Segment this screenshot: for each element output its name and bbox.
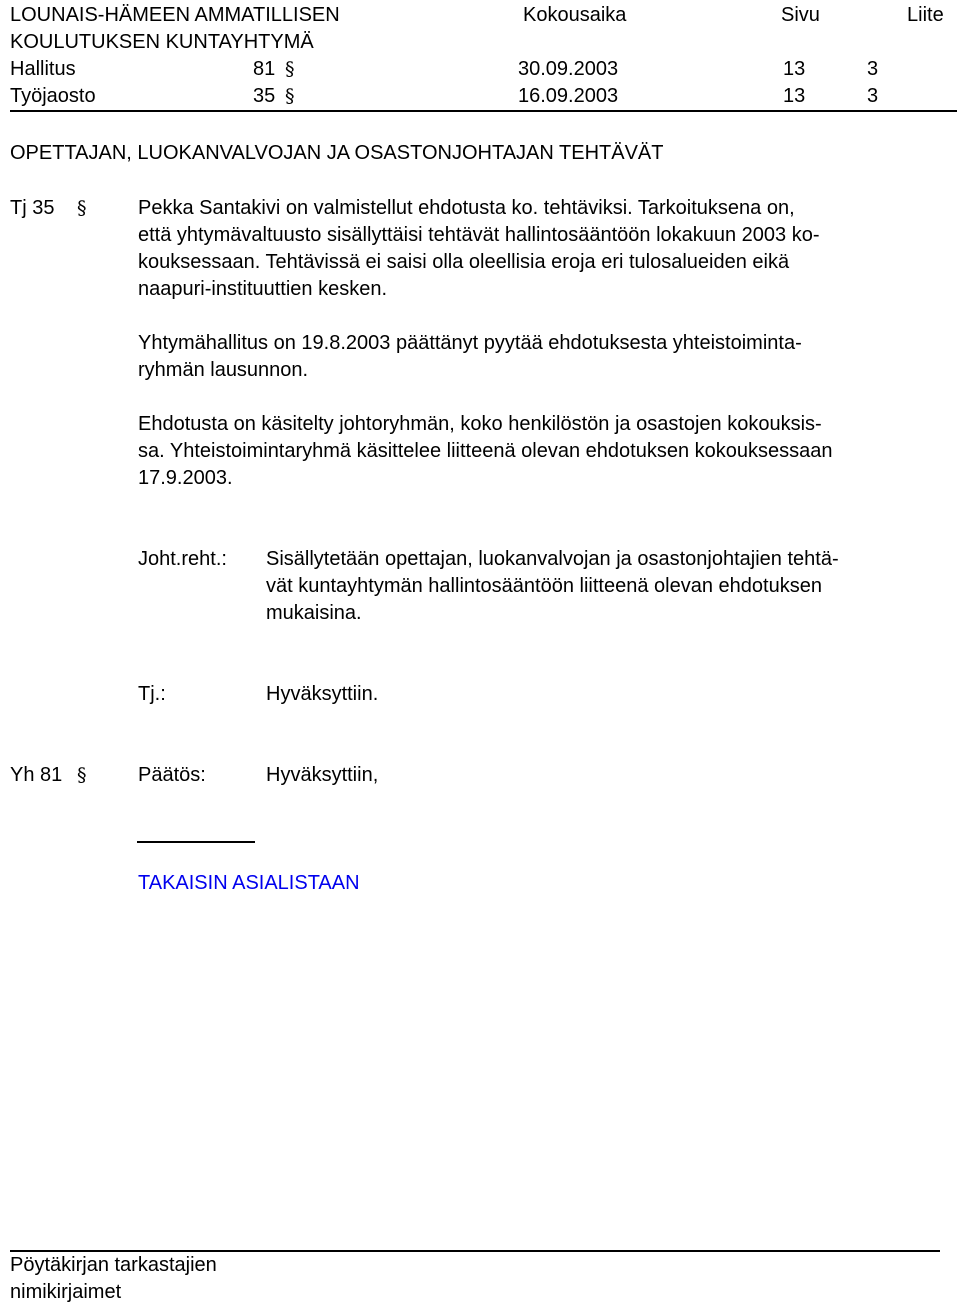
text-line: sa. Yhteistoimintaryhmä käsittelee liitteenä olevan ehdotuksen kokouksessaan [138,440,833,462]
text-line: mukaisina. [266,602,362,624]
section-mark-icon: § [285,58,295,80]
decision-value: Hyväksyttiin, [266,764,379,786]
text-line: Sisällytetään opettajan, luokanvalvojan ja osastonjohtajien tehtä- [266,548,839,570]
meeting-date: 16.09.2003 [518,85,619,107]
section-number: 81 [253,58,276,80]
text-line: Ehdotusta on käsitelty johtoryhmän, koko henkilöstön ja osastojen kokouksis- [138,413,822,435]
separator-line [137,841,255,843]
text-line: kouksessaan. Tehtävissä ei saisi olla oleellisia eroja eri tulosalueiden eikä [138,251,790,273]
section-mark-icon: § [285,85,295,107]
footer-initials-label-line2: nimikirjaimet [10,1281,122,1303]
page-title: OPETTAJAN, LUOKANVALVOJAN JA OSASTONJOHTAJAN TEHTÄVÄT [10,142,664,164]
page-heading: Sivu [781,4,820,26]
text-line: Pekka Santakivi on valmistellut ehdotusta ko. tehtäviksi. Tarkoituksena on, [138,197,795,219]
section-mark-icon: § [77,764,87,786]
meeting-date-heading: Kokousaika [523,4,627,26]
page-number: 13 [783,85,806,107]
text-line: vät kuntayhtymän hallintosääntöön liitteenä olevan ehdotuksen [266,575,822,597]
appendix-number: 3 [867,58,879,80]
text-line: Yhtymähallitus on 19.8.2003 päättänyt pyytää ehdotuksesta yhteistoiminta- [138,332,802,354]
body-name: Työjaosto [10,85,96,107]
text-line: naapuri-instituuttien kesken. [138,278,388,300]
body-name: Hallitus [10,58,76,80]
text-line: 17.9.2003. [138,467,233,489]
organization-name-line1: LOUNAIS-HÄMEEN AMMATILLISEN [10,4,340,26]
tj-section-label: Tj 35 [10,197,55,219]
meeting-date: 30.09.2003 [518,58,619,80]
text-line: että yhtymävaltuusto sisällyttäisi tehtävät hallintosääntöön lokakuun 2003 ko- [138,224,820,246]
appendix-number: 3 [867,85,879,107]
appendix-heading: Liite [907,4,944,26]
tj-decision-value: Hyväksyttiin. [266,683,379,705]
footer-initials-label-line1: Pöytäkirjan tarkastajien [10,1254,217,1276]
yh-section-label: Yh 81 [10,764,63,786]
page-number: 13 [783,58,806,80]
header-divider [10,110,957,112]
back-to-agenda-link[interactable]: TAKAISIN ASIALISTAAN [138,872,360,894]
proposal-label: Joht.reht.: [138,548,227,570]
tj-decision-label: Tj.: [138,683,166,705]
section-number: 35 [253,85,276,107]
text-line: ryhmän lausunnon. [138,359,309,381]
section-mark-icon: § [77,197,87,219]
organization-name-line2: KOULUTUKSEN KUNTAYHTYMÄ [10,31,314,53]
decision-label: Päätös: [138,764,206,786]
